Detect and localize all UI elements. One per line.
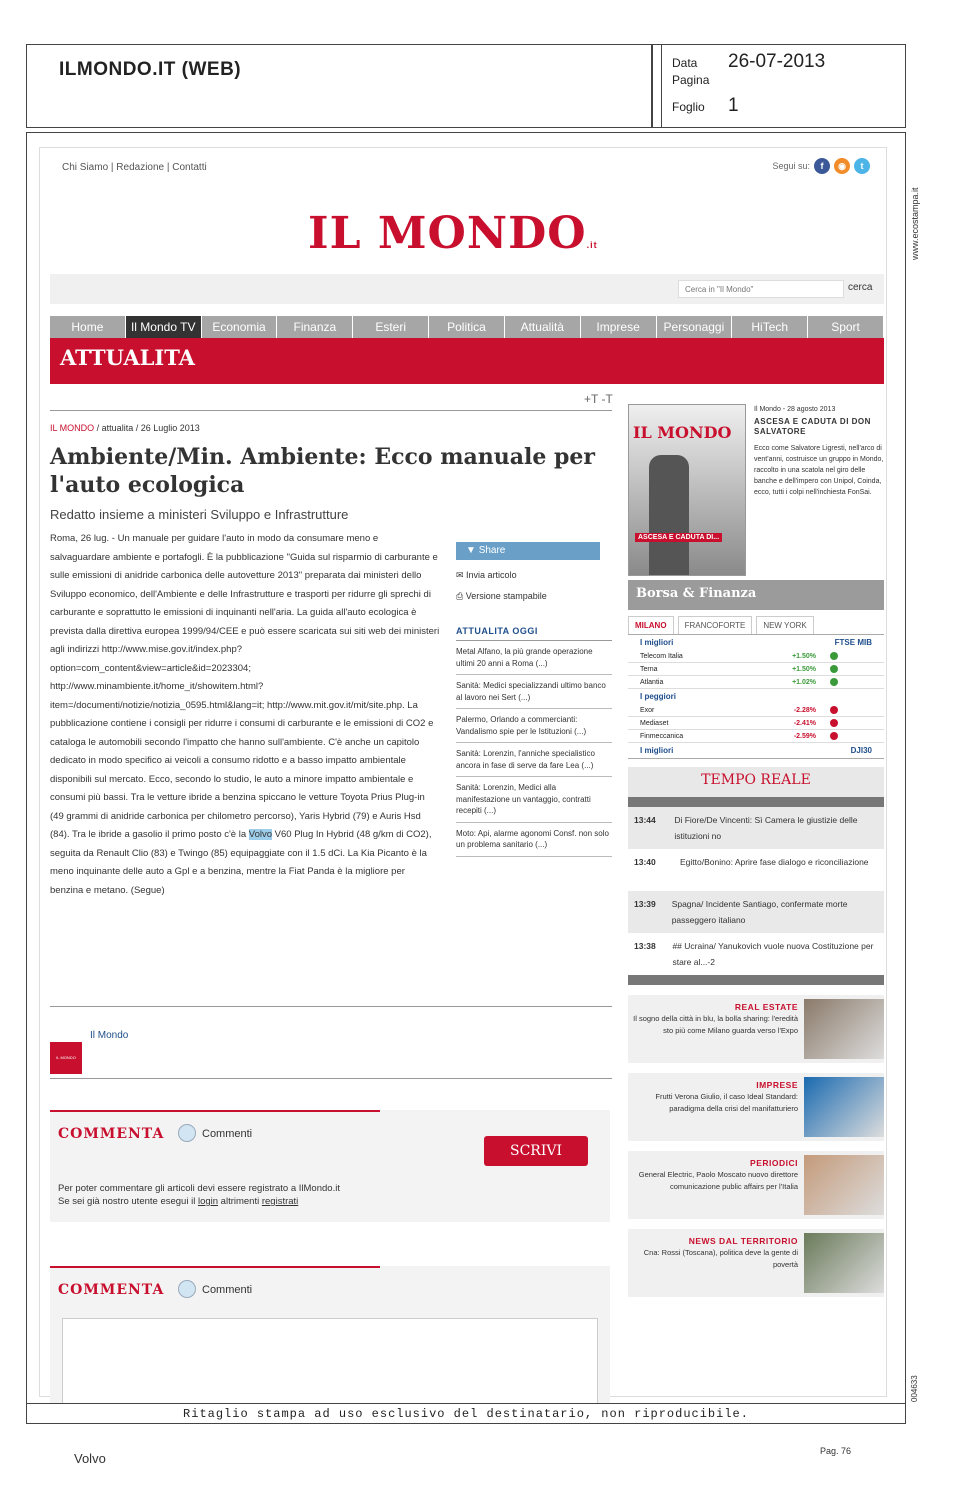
promo-image xyxy=(804,999,884,1059)
promo-item[interactable] xyxy=(628,995,884,1063)
promo-image xyxy=(804,1155,884,1215)
today-list xyxy=(456,641,612,857)
search-button[interactable]: cerca xyxy=(848,282,873,293)
clipping-frame xyxy=(26,132,906,1424)
stock-name: Mediaset xyxy=(640,719,669,727)
keyword: Volvo xyxy=(74,1451,106,1466)
best-stocks xyxy=(628,650,884,689)
stock-change: -2.59% xyxy=(793,732,816,740)
comment-note-a: Se sei già nostro utente esegui il xyxy=(58,1196,198,1207)
today-item[interactable]: Metal Alfano, la più grande operazione ultimi 20 anni a Roma (...) xyxy=(456,641,612,675)
promo-category: IMPRESE xyxy=(756,1080,798,1090)
stock-row[interactable] xyxy=(628,730,884,743)
promo-desc: Cna: Rossi (Toscana), politica deve la gente di povertà xyxy=(643,1248,798,1269)
nav-item[interactable]: HiTech xyxy=(732,316,808,338)
realtime-down-arrow[interactable] xyxy=(628,975,884,985)
nav-item[interactable]: Attualità xyxy=(505,316,581,338)
today-item[interactable]: Sanità: Medici specializzandi ultimo banco al lavoro nei Sert (...) xyxy=(456,675,612,709)
date-value: 26-07-2013 xyxy=(728,51,826,72)
cover-figure xyxy=(649,455,689,575)
comment-textarea[interactable] xyxy=(62,1318,598,1408)
promo-category: REAL ESTATE xyxy=(734,1002,798,1012)
up-arrow-icon xyxy=(830,678,838,686)
stock-name: Finmeccanica xyxy=(640,732,684,740)
today-item[interactable]: Palermo, Orlando a commercianti: Vandalismo spie per le Istituzioni (...) xyxy=(456,709,612,743)
cover-headline: ASCESA E CADUTA DI... xyxy=(635,533,722,542)
worst-label[interactable]: I peggiori xyxy=(640,692,676,701)
nav-item[interactable]: Imprese xyxy=(581,316,657,338)
stock-change: +1.02% xyxy=(792,678,816,686)
borsa-finanza-header: Borsa & Finanza xyxy=(628,580,884,610)
comment-note xyxy=(58,1182,340,1208)
realtime-text: Egitto/Bonino: Aprire fase dialogo e riconciliazione xyxy=(680,857,869,867)
clipping-source: ILMONDO.IT (WEB) xyxy=(27,45,653,127)
down-arrow-icon xyxy=(830,732,838,740)
top-links[interactable]: Chi Siamo | Redazione | Contatti xyxy=(62,162,207,173)
article-sidebar xyxy=(456,542,612,857)
comment-note-line1: Per poter commentare gli articoli devi essere registrato a IlMondo.it xyxy=(58,1183,340,1194)
nav-item[interactable]: Esteri xyxy=(353,316,429,338)
bottom-label[interactable]: I migliori xyxy=(640,746,674,755)
realtime-title: TEMPO REALE xyxy=(628,767,884,797)
promo-image xyxy=(804,1233,884,1293)
down-arrow-icon xyxy=(830,706,838,714)
comment-label: Commenti xyxy=(202,1128,253,1140)
bottom-index: DJI30 xyxy=(850,746,872,755)
realtime-text: ## Ucraina/ Yanukovich vuole nuova Costituzione per stare al...-2 xyxy=(672,941,874,967)
byline-rest: / attualita / 26 Luglio 2013 xyxy=(94,423,200,433)
comment-form-label: Commenti xyxy=(202,1284,253,1296)
clipping-header xyxy=(26,44,906,128)
index-label: FTSE MIB xyxy=(834,638,872,647)
up-arrow-icon xyxy=(830,665,838,673)
article-subtitle: Redatto insieme a ministeri Sviluppo e Infrastrutture xyxy=(50,507,349,522)
realtime-item[interactable] xyxy=(628,933,884,975)
comment-box xyxy=(50,1110,610,1222)
comment-form-title: COMMENTA xyxy=(58,1282,165,1298)
nav-item[interactable]: Economia xyxy=(202,316,278,338)
page-number: Pag. 76 xyxy=(820,1446,852,1456)
login-link[interactable]: login xyxy=(197,1196,219,1207)
main-nav xyxy=(50,316,884,338)
clipping-meta xyxy=(661,45,907,127)
promo-desc: Frutti Verona Giulio, il caso Ideal Standard: paradigma della crisi del manifatturiero xyxy=(655,1092,798,1113)
realtime-time: 13:44 xyxy=(634,815,656,825)
promo-image xyxy=(804,1077,884,1137)
search-input[interactable] xyxy=(678,280,844,298)
realtime-item[interactable] xyxy=(628,807,884,849)
section-title: ATTUALITA xyxy=(50,338,884,384)
side-credit: www.ecostampa.it xyxy=(910,187,920,260)
body-highlight: Volvo xyxy=(248,829,273,840)
realtime-time: 13:39 xyxy=(634,899,656,909)
stock-name: Atlantia xyxy=(640,678,664,686)
author-name[interactable]: Il Mondo xyxy=(90,1030,129,1041)
body-text-2: V60 Plug In Hybrid (48 g/km di CO2), seguita da Renault Clio (83) e Twingo (85) equipaggiate con il 1.5 dCi. La Kia Picanto è la meno inquinante delle auto a Gpl e a benzina, mentre la Fiat Panda è la migliore per benzina e metano. (Segue) xyxy=(50,829,432,896)
promo-list xyxy=(628,995,884,1297)
byline xyxy=(50,423,612,433)
stock-change: -2.41% xyxy=(793,719,816,727)
realtime-text: Spagna/ Incidente Santiago, confermate morte passeggero italiano xyxy=(671,899,848,925)
nav-item[interactable]: Finanza xyxy=(277,316,353,338)
promo-item[interactable] xyxy=(628,1229,884,1297)
promo-text xyxy=(632,1157,798,1193)
body-text-1: Roma, 26 lug. - Un manuale per guidare l'auto in modo da consumare meno e salvaguardare ambiente e portafogli. È la pubblicazione "Guida sul risparmio di carburante e sulle emissioni di anidride carbonica delle autovetture 2013" preparata dai ministeri dello Sviluppo economico, dell'Ambiente e delle Infrastrutture e trasporti per ridurre gli sprechi di carburante e soprattutto le emissioni di inquinanti nell'aria. La guida all'auto ecologica è prevista dalla direttiva europea 1999/94/CEE e può essere scaricata sui siti web dei ministeri agli indirizzi http://www.mise.gov.it/index.php?option=com_content&view=article&id=2023304; http://www.minambiente.it/home_it/showitem.html?item=/documenti/notizie/notizia_0595.html&lang=it; http://www.mit.gov.it/mit/site.php. La pubblicazione contiene i consigli per ridurre i consumi di carburante e le emissioni di CO2 e cataloga le automobili secondo l'impatto che hanno sull'ambiente. C'è anche un capitolo dedicato in modo specifico ai veicoli a consumo ridotto e a basso impatto ambientale disponibili sul mercato. Ecco, secondo lo studio, le auto a minore impatto ambientale e consumi più bassi. Tra le vetture ibride a benzina spiccano le vetture Toyota Prius Plug-in (49 grammi di anidride carbonica per chilometro percorso), Yaris Hybrid (79) e Auris Hsd (84). Tra le ibride a gasolio il primo posto c'è la xyxy=(50,533,440,840)
promo-text xyxy=(632,1001,798,1037)
send-article-link[interactable]: ✉ Invia articolo xyxy=(456,570,517,580)
article-title: Ambiente/Min. Ambiente: Ecco manuale per l'auto ecologica xyxy=(50,444,595,498)
sheet-value: 1 xyxy=(728,95,739,116)
magazine-title[interactable]: ASCESA E CADUTA DI DON SALVATORE xyxy=(754,417,871,436)
site-logo[interactable] xyxy=(308,208,598,259)
realtime-list xyxy=(628,807,884,975)
nav-item[interactable]: Politica xyxy=(429,316,505,338)
magazine-text xyxy=(754,404,884,498)
promo-category: NEWS DAL TERRITORIO xyxy=(688,1236,798,1246)
nav-item[interactable]: Personaggi xyxy=(657,316,733,338)
follow-label: Segui su: xyxy=(772,161,810,171)
stock-change: +1.50% xyxy=(792,652,816,660)
stock-name: Exor xyxy=(640,706,655,714)
facebook-icon[interactable]: f xyxy=(814,158,830,174)
follow-us xyxy=(772,158,870,174)
today-item[interactable]: Sanità: Lorenzin, l'anniche specialistico ancora in fase di serve da fare Lea (...) xyxy=(456,743,612,777)
nav-item[interactable]: Il Mondo TV xyxy=(126,316,202,338)
realtime-item[interactable] xyxy=(628,891,884,933)
stock-change: -2.28% xyxy=(793,706,816,714)
magazine-desc: Ecco come Salvatore Ligresti, nell'arco di vent'anni, costruisce un gruppo in Mondo, raccolto in una scatola nel giro delle banche e dell'impero con Unipol, Coinda, ecco, tutti i colpi nell'inchiesta FonSai. xyxy=(754,445,884,496)
promo-text xyxy=(632,1235,798,1271)
share-label: Share xyxy=(478,545,506,556)
page-label: Pagina xyxy=(672,73,710,87)
realtime-up-arrow[interactable] xyxy=(628,797,884,807)
magazine-issue: Il Mondo - 28 agosto 2013 xyxy=(754,406,836,413)
author-logo: IL MONDO xyxy=(50,1042,82,1074)
share-button[interactable]: ▼ Share xyxy=(456,542,600,560)
stock-change: +1.50% xyxy=(792,665,816,673)
comment-form-bubble-icon xyxy=(178,1280,196,1298)
stock-name: Terna xyxy=(640,665,658,673)
realtime-time: 13:38 xyxy=(634,941,656,951)
realtime-box xyxy=(628,767,884,985)
down-arrow-icon xyxy=(830,719,838,727)
promo-desc: Il sogno della città in blu, la bolla sharing: l'eredità sto più come Milano guarda verso l'Expo xyxy=(633,1014,798,1035)
stock-row[interactable] xyxy=(628,676,884,689)
borsa-tab[interactable]: FRANCOFORTE xyxy=(678,616,753,634)
logo-text: IL MONDO xyxy=(308,208,587,259)
promo-item[interactable] xyxy=(628,1073,884,1141)
register-link[interactable]: registrati xyxy=(261,1196,299,1207)
date-label: Data xyxy=(672,56,698,70)
stock-row[interactable] xyxy=(628,663,884,676)
stock-name: Telecom Italia xyxy=(640,652,683,660)
article xyxy=(50,410,612,1298)
borsa-tabs xyxy=(628,616,884,635)
nav-item[interactable]: Home xyxy=(50,316,126,338)
nav-item[interactable]: Sport xyxy=(808,316,884,338)
today-title: ATTUALITA OGGI xyxy=(456,626,612,641)
borsa-tab[interactable]: MILANO xyxy=(628,616,674,634)
best-label[interactable]: I migliori xyxy=(640,638,674,647)
write-comment-button[interactable]: SCRIVI xyxy=(484,1136,588,1166)
magazine-cover[interactable] xyxy=(628,404,746,576)
stock-row[interactable] xyxy=(628,704,884,717)
realtime-item[interactable] xyxy=(628,849,884,891)
magazine-logo: IL MONDO xyxy=(633,423,732,442)
comment-form xyxy=(50,1266,610,1424)
promo-category: PERIODICI xyxy=(750,1158,798,1168)
footer-note: Ritaglio stampa ad uso esclusivo del destinatario, non riproducibile. xyxy=(27,1403,905,1423)
borsa-tab[interactable]: NEW YORK xyxy=(756,616,813,634)
comment-bubble-icon xyxy=(178,1124,196,1142)
realtime-time: 13:40 xyxy=(634,857,656,867)
side-code: 004633 xyxy=(910,1375,919,1402)
today-item[interactable]: Sanità: Lorenzin, Medici alla manifestazione un vantaggio, contratti recepiti (...) xyxy=(456,777,612,823)
twitter-icon[interactable]: t xyxy=(854,158,870,174)
worst-stocks xyxy=(628,704,884,743)
today-item[interactable]: Moto: Api, alarme agonomi Consf. non solo un problema sanitario (...) xyxy=(456,823,612,857)
comment-title: COMMENTA xyxy=(58,1126,165,1142)
sheet-label: Foglio xyxy=(672,100,705,114)
up-arrow-icon xyxy=(830,652,838,660)
magazine-box xyxy=(628,404,884,580)
website xyxy=(39,147,887,1397)
realtime-text: Di Fiore/De Vincenti: Sì Camera le giustizie delle istituzioni no xyxy=(674,815,858,841)
promo-text xyxy=(632,1079,798,1115)
right-column xyxy=(628,404,884,1297)
comment-note-b: altrimenti xyxy=(218,1196,262,1207)
stock-row[interactable] xyxy=(628,717,884,730)
promo-desc: General Electric, Paolo Moscato nuovo direttore comunicazione public affairs per l'Italia xyxy=(638,1170,798,1191)
article-body xyxy=(50,530,440,900)
print-link[interactable]: ⎙ Versione stampabile xyxy=(456,591,547,601)
byline-source[interactable]: IL MONDO xyxy=(50,423,95,433)
search-bar xyxy=(50,274,884,304)
promo-item[interactable] xyxy=(628,1151,884,1219)
print-label: Versione stampabile xyxy=(465,591,547,601)
rss-icon[interactable]: ◉ xyxy=(834,158,850,174)
send-label: Invia articolo xyxy=(466,570,517,580)
logo-suffix: .it xyxy=(586,240,598,250)
stock-row[interactable] xyxy=(628,650,884,663)
font-size-tools[interactable]: +T -T xyxy=(584,392,613,406)
